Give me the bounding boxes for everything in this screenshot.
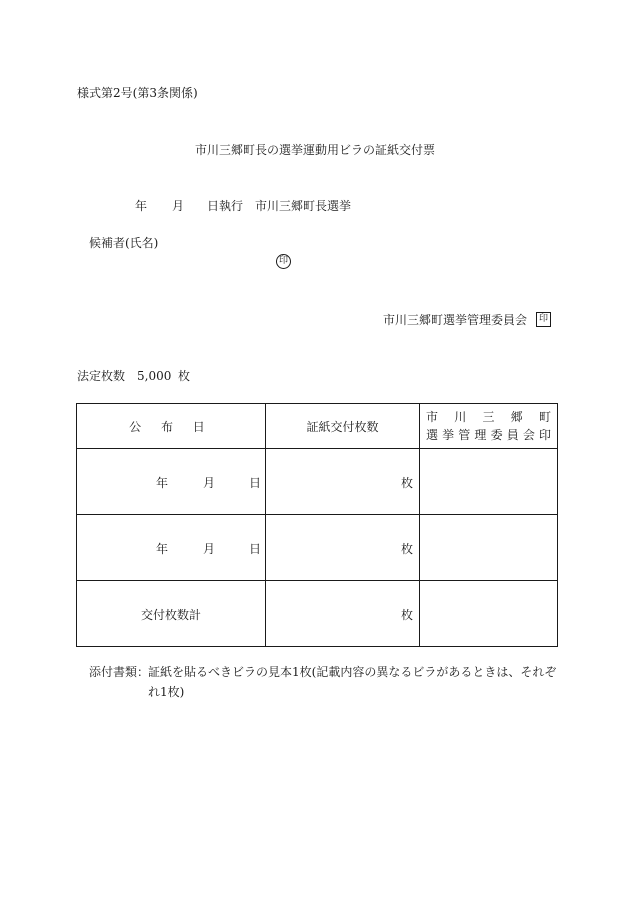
attachment-label: 添付書類： bbox=[89, 665, 150, 679]
election-month-label: 月 bbox=[172, 199, 185, 213]
row1-date-cell bbox=[77, 449, 266, 515]
row1-count-cell[interactable] bbox=[266, 449, 420, 515]
attachment-line1: 証紙を貼るべきビラの見本1枚(記載内容の異なるビラがあるときは、それぞ bbox=[148, 665, 557, 679]
legal-count-label: 法定枚数 bbox=[77, 369, 126, 383]
header-count: 証紙交付枚数 bbox=[266, 404, 420, 449]
table-row bbox=[77, 449, 558, 515]
candidate-seal: 印 bbox=[276, 254, 291, 269]
header-office-line2: 選 挙 管 理 委 員 会 印 bbox=[426, 428, 551, 442]
table-total-row bbox=[77, 581, 558, 647]
candidate-label: 候補者(氏名) bbox=[89, 236, 159, 250]
row1-office-cell[interactable] bbox=[420, 449, 558, 515]
distribution-table bbox=[76, 403, 558, 647]
total-count-cell[interactable] bbox=[266, 581, 420, 647]
total-label: 交付枚数計 bbox=[141, 608, 202, 622]
election-name: 市川三郷町長選挙 bbox=[255, 199, 352, 213]
table-row bbox=[77, 515, 558, 581]
row2-year: 年 bbox=[156, 542, 169, 556]
row1-day: 日 bbox=[249, 476, 262, 490]
row1-year: 年 bbox=[156, 476, 169, 490]
row2-day: 日 bbox=[249, 542, 262, 556]
row2-count-cell[interactable] bbox=[266, 515, 420, 581]
total-label-cell bbox=[77, 581, 266, 647]
committee-name: 市川三郷町選挙管理委員会 bbox=[383, 313, 528, 327]
election-day-label: 日執行 bbox=[207, 199, 244, 213]
total-office-cell[interactable] bbox=[420, 581, 558, 647]
legal-count-unit: 枚 bbox=[178, 369, 191, 383]
committee-seal: 印 bbox=[536, 312, 551, 327]
legal-count-value: 5,000 bbox=[137, 369, 172, 383]
row2-month: 月 bbox=[203, 542, 216, 556]
form-number: 様式第2号(第3条関係) bbox=[77, 86, 198, 100]
header-date: 公 布 日 bbox=[77, 404, 266, 449]
election-year-label: 年 bbox=[135, 199, 148, 213]
table-header-row bbox=[77, 404, 558, 449]
row2-date-cell bbox=[77, 515, 266, 581]
row1-month: 月 bbox=[203, 476, 216, 490]
document-title: 市川三郷町長の選挙運動用ビラの証紙交付票 bbox=[194, 143, 435, 157]
header-office-line1: 市 川 三 郷 町 bbox=[426, 410, 551, 424]
total-count-unit: 枚 bbox=[400, 608, 413, 622]
attachment-line2: れ1枚) bbox=[148, 685, 185, 699]
row1-count-unit: 枚 bbox=[400, 476, 413, 490]
header-office bbox=[420, 404, 558, 449]
row2-count-unit: 枚 bbox=[400, 542, 413, 556]
row2-office-cell[interactable] bbox=[420, 515, 558, 581]
